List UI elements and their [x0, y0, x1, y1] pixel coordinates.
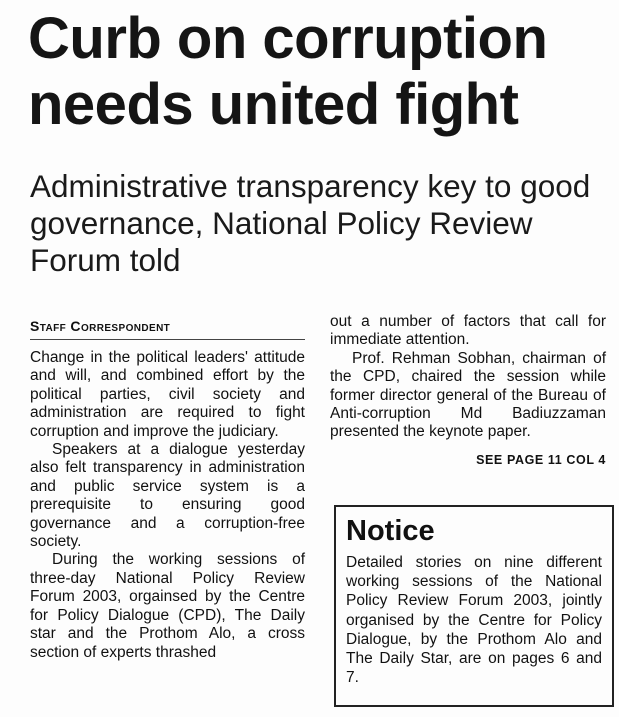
notice-title: Notice: [346, 515, 435, 547]
article-paragraph: Change in the political leaders' attitude and will, and combined effort by the political parties, civil society and administration are required to fight corruption and improve the judiciary.: [30, 349, 305, 440]
headline: Curb on corruption needs united fight: [28, 6, 548, 137]
article-paragraph: Prof. Rehman Sobhan, chairman of the CPD, chaired the session while former director general of the Bureau of Anti-corruption Md Badiuzzaman presented the keynote paper.: [330, 349, 606, 441]
byline-text: Staff Correspondent: [30, 318, 171, 334]
article-column-left: [30, 318, 305, 662]
article-paragraph: out a number of factors that call for immediate attention.: [330, 313, 606, 349]
byline: [30, 318, 305, 340]
article-paragraph: Speakers at a dialogue yesterday also felt transparency in administration and public service system is a prerequisite to ensuring good governance and a corruption-free society.: [30, 441, 305, 551]
article-column-right: [330, 313, 606, 468]
continuation-note: SEE PAGE 11 COL 4: [476, 452, 606, 467]
notice-box: [334, 505, 614, 707]
subheadline: Administrative transparency key to good governance, National Policy Review Forum told: [30, 168, 591, 278]
article-paragraph: During the working sessions of three-day National Policy Review Forum 2003, orgainsed by the Centre for Policy Dialogue (CPD), The Daily star and the Prothom Alo, a cross section of experts thrashed: [30, 551, 305, 661]
notice-body: Detailed stories on nine different working sessions of the National Policy Review Forum 2003, jointly organised by the Centre for Policy Dialogue, by the Prothom Alo and The Daily Star, are on pages 6 and 7.: [346, 554, 602, 687]
